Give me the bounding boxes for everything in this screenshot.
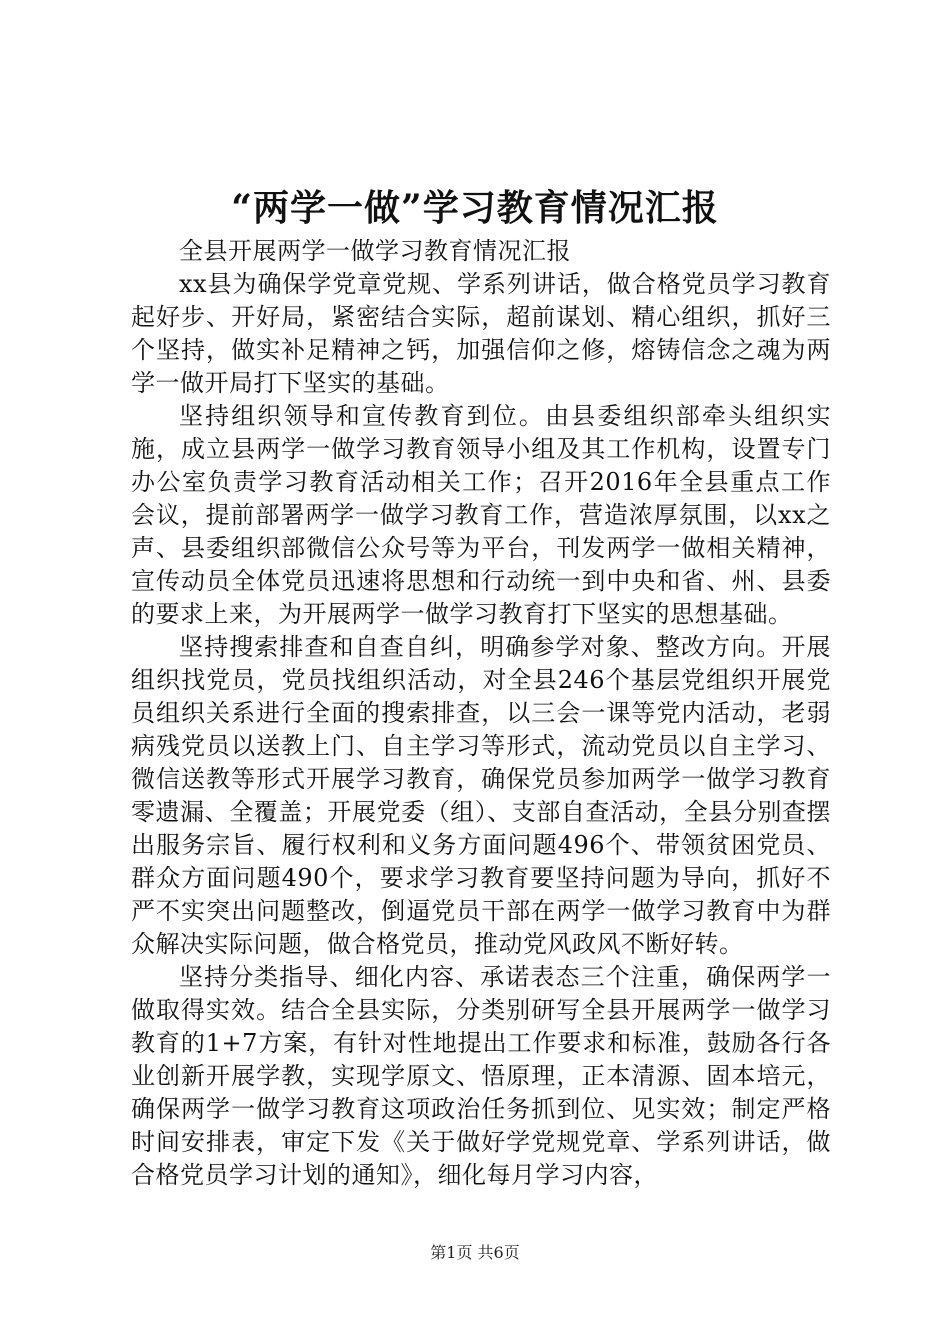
document-body bbox=[131, 235, 831, 1192]
paragraph-intro: xx县为确保学党章党规、学系列讲话，做合格党员学习教育起好步、开好局，紧密结合实际，超前谋划、精心组织，抓好三个坚持，做实补足精神之钙，加强信仰之修，熔铸信念之魂为两学一做开局打下坚实的基础。 bbox=[131, 270, 831, 397]
document-title: “两学一做”学习教育情况汇报 bbox=[231, 187, 719, 229]
paragraph-subtitle: 全县开展两学一做学习教育情况汇报 bbox=[179, 237, 571, 265]
paragraph-guidance: 坚持分类指导、细化内容、承诺表态三个注重，确保两学一做取得实效。结合全县实际，分类别研写全县开展两学一做学习教育的1+7方案，有针对性地提出工作要求和标准，鼓励各行各业创新开展学教，实现学原文、悟原理，正本清源、固本培元，确保两学一做学习教育这项政治任务抓到位、见实效；制定严格时间安排表，审定下发《关于做好学党规党章、学系列讲话，做合格党员学习计划的通知》，细化每月学习内容， bbox=[131, 963, 831, 1189]
page-number-footer: 第1页 共6页 bbox=[430, 1243, 520, 1262]
paragraph-inspection: 坚持搜索排查和自查自纠，明确参学对象、整改方向。开展组织找党员，党员找组织活动，对全县246个基层党组织开展党员组织关系进行全面的搜索排查，以三会一课等党内活动，老弱病残党员以送教上门、自主学习等形式，流动党员以自主学习、微信送教等形式开展学习教育，确保党员参加两学一做学习教育零遗漏、全覆盖；开展党委（组）、支部自查活动，全县分别查摆出服务宗旨、履行权利和义务方面问题496个、带领贫困党员、群众方面问题490个，要求学习教育要坚持问题为导向，抓好不严不实突出问题整改，倒逼党员干部在两学一做学习教育中为群众解决实际问题，做合格党员，推动党风政风不断好转。 bbox=[131, 633, 831, 958]
paragraph-leadership: 坚持组织领导和宣传教育到位。由县委组织部牵头组织实施，成立县两学一做学习教育领导小组及其工作机构，设置专门办公室负责学习教育活动相关工作；召开2016年全县重点工作会议，提前部署两学一做学习教育工作，营造浓厚氛围，以xx之声、县委组织部微信公众号等为平台，刊发两学一做相关精神，宣传动员全体党员迅速将思想和行动统一到中央和省、州、县委的要求上来，为开展两学一做学习教育打下坚实的思想基础。 bbox=[131, 402, 831, 628]
